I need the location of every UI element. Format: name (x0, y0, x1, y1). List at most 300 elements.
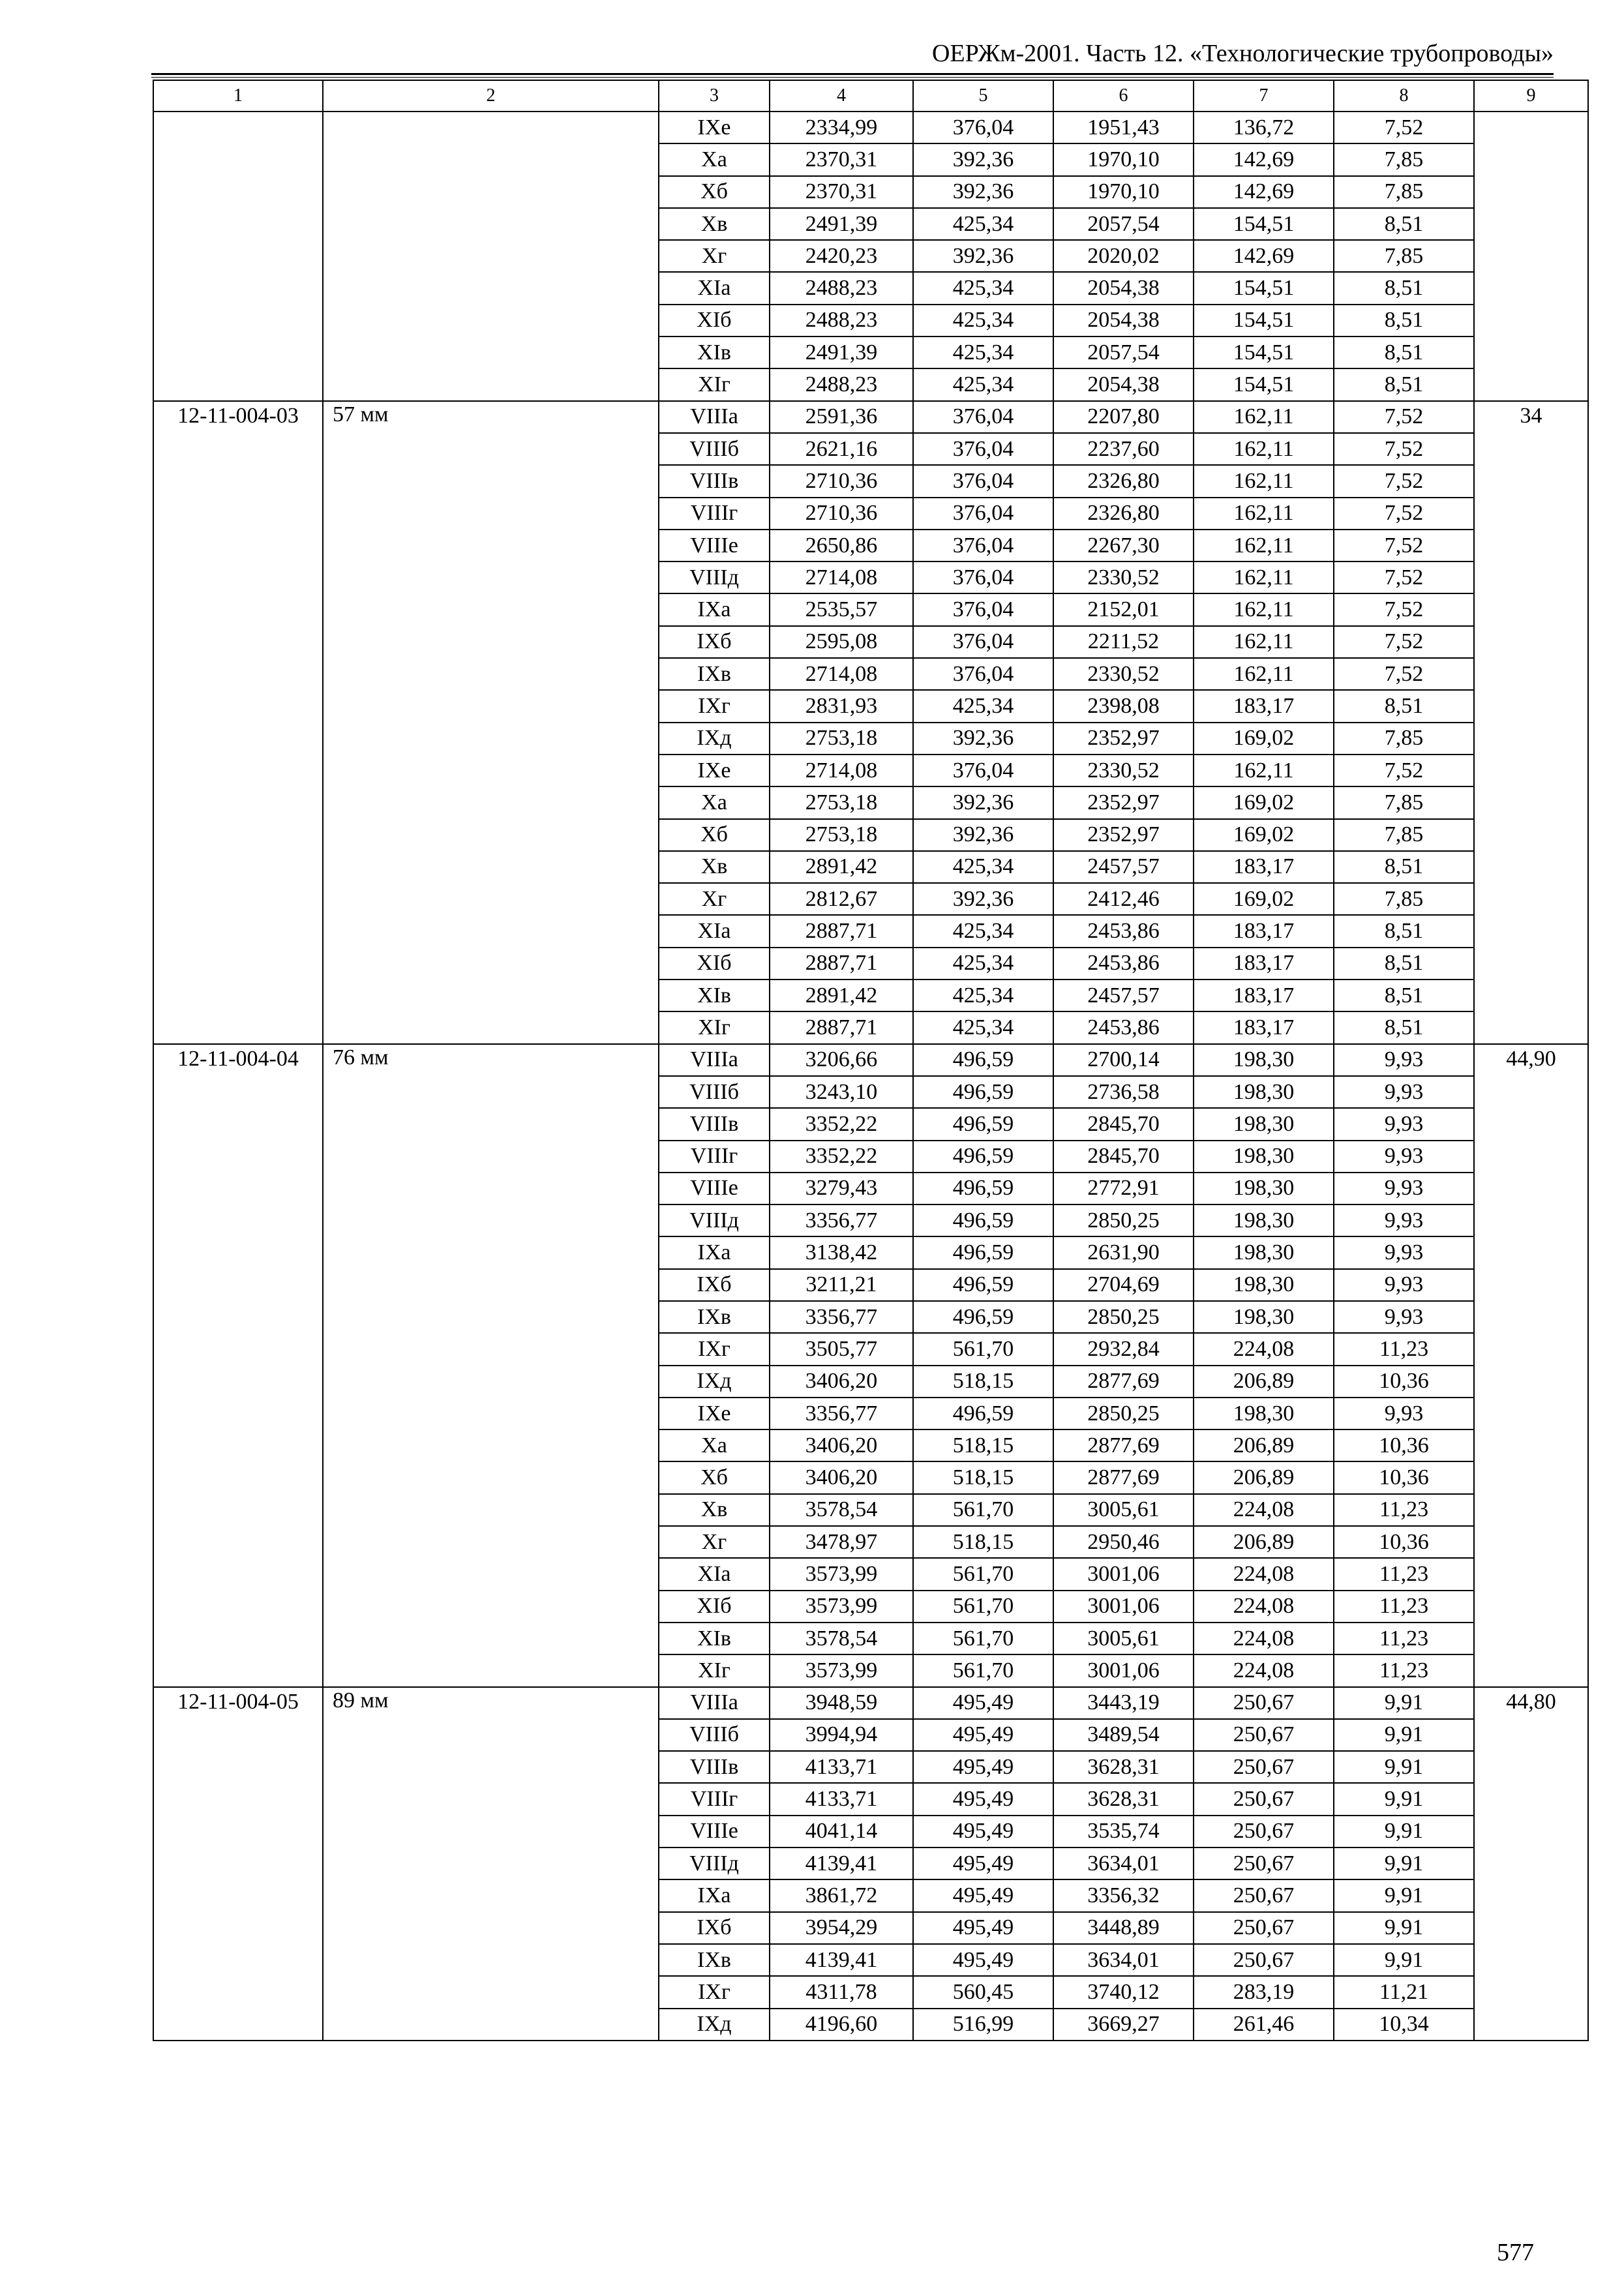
value-cell: 11,23 (1334, 1623, 1474, 1654)
table-body (153, 80, 1588, 2041)
value-cell: 3443,19 (1053, 1687, 1194, 1719)
column-header: 1 (153, 80, 323, 112)
region-zone-cell: Xб (659, 176, 770, 208)
region-zone-cell: VIIIд (659, 561, 770, 593)
value-cell: 2453,86 (1053, 915, 1194, 947)
value-cell: 9,93 (1334, 1236, 1474, 1268)
value-cell: 250,67 (1194, 1751, 1334, 1783)
value-cell: 3669,27 (1053, 2009, 1194, 2041)
column-header: 8 (1334, 80, 1474, 112)
value-cell: 2710,36 (770, 465, 913, 497)
value-cell: 2211,52 (1053, 626, 1194, 658)
value-cell: 3279,43 (770, 1173, 913, 1204)
value-cell: 376,04 (913, 433, 1053, 465)
value-cell: 2714,08 (770, 561, 913, 593)
value-cell: 561,70 (913, 1654, 1053, 1686)
value-cell: 2352,97 (1053, 723, 1194, 755)
region-zone-cell: XIг (659, 368, 770, 400)
value-cell: 1951,43 (1053, 112, 1194, 143)
value-cell: 8,51 (1334, 272, 1474, 304)
value-cell: 11,23 (1334, 1558, 1474, 1590)
value-cell: 11,21 (1334, 1976, 1474, 2008)
value-cell: 495,49 (913, 1816, 1053, 1848)
value-cell: 425,34 (913, 851, 1053, 883)
value-cell: 3948,59 (770, 1687, 913, 1719)
region-zone-cell: VIIIг (659, 1141, 770, 1173)
col9-cell: 44,90 (1474, 1044, 1588, 1687)
value-cell: 154,51 (1194, 305, 1334, 337)
value-cell: 2736,58 (1053, 1076, 1194, 1108)
col9-cell (1474, 112, 1588, 401)
value-cell: 518,15 (913, 1461, 1053, 1493)
value-cell: 142,69 (1194, 143, 1334, 175)
value-cell: 206,89 (1194, 1429, 1334, 1461)
value-cell: 2488,23 (770, 368, 913, 400)
rate-code-cell: 12-11-004-03 (153, 401, 323, 1044)
region-zone-cell: XIв (659, 1623, 770, 1654)
value-cell: 10,36 (1334, 1366, 1474, 1398)
value-cell: 3406,20 (770, 1429, 913, 1461)
value-cell: 2891,42 (770, 851, 913, 883)
value-cell: 2710,36 (770, 498, 913, 530)
value-cell: 2887,71 (770, 948, 913, 980)
value-cell: 198,30 (1194, 1236, 1334, 1268)
value-cell: 2887,71 (770, 915, 913, 947)
value-cell: 425,34 (913, 368, 1053, 400)
value-cell: 3005,61 (1053, 1623, 1194, 1654)
value-cell: 425,34 (913, 915, 1053, 947)
value-cell: 425,34 (913, 272, 1053, 304)
value-cell: 183,17 (1194, 690, 1334, 722)
value-cell: 2631,90 (1053, 1236, 1194, 1268)
region-zone-cell: XIа (659, 1558, 770, 1590)
value-cell: 3406,20 (770, 1461, 913, 1493)
value-cell: 2412,46 (1053, 883, 1194, 915)
column-header: 9 (1474, 80, 1588, 112)
value-cell: 2772,91 (1053, 1173, 1194, 1204)
value-cell: 7,52 (1334, 626, 1474, 658)
column-header: 6 (1053, 80, 1194, 112)
value-cell: 4133,71 (770, 1751, 913, 1783)
value-cell: 496,59 (913, 1269, 1053, 1301)
value-cell: 376,04 (913, 658, 1053, 690)
value-cell: 2334,99 (770, 112, 913, 143)
region-zone-cell: Xв (659, 1494, 770, 1526)
value-cell: 2207,80 (1053, 401, 1194, 433)
value-cell: 3406,20 (770, 1366, 913, 1398)
value-cell: 2370,31 (770, 143, 913, 175)
value-cell: 376,04 (913, 755, 1053, 786)
value-cell: 3994,94 (770, 1719, 913, 1751)
value-cell: 2488,23 (770, 272, 913, 304)
region-zone-cell: Xа (659, 143, 770, 175)
region-zone-cell: Xг (659, 240, 770, 272)
value-cell: 561,70 (913, 1333, 1053, 1365)
region-zone-cell: IXв (659, 658, 770, 690)
value-cell: 183,17 (1194, 851, 1334, 883)
rate-code-cell (153, 112, 323, 401)
value-cell: 3861,72 (770, 1879, 913, 1911)
running-header: ОЕРЖм-2001. Часть 12. «Технологические трубопроводы» (931, 40, 1554, 67)
value-cell: 425,34 (913, 305, 1053, 337)
value-cell: 162,11 (1194, 658, 1334, 690)
value-cell: 142,69 (1194, 240, 1334, 272)
table-row (153, 401, 1588, 433)
value-cell: 2326,80 (1053, 465, 1194, 497)
diameter-cell: 89 мм (323, 1687, 659, 2041)
value-cell: 250,67 (1194, 1879, 1334, 1911)
value-cell: 198,30 (1194, 1173, 1334, 1204)
column-number-row (153, 80, 1588, 112)
value-cell: 2850,25 (1053, 1301, 1194, 1333)
region-zone-cell: IXг (659, 1976, 770, 2008)
value-cell: 11,23 (1334, 1333, 1474, 1365)
value-cell: 7,52 (1334, 593, 1474, 625)
region-zone-cell: XIб (659, 948, 770, 980)
value-cell: 198,30 (1194, 1044, 1334, 1076)
value-cell: 425,34 (913, 337, 1053, 368)
value-cell: 2237,60 (1053, 433, 1194, 465)
value-cell: 9,93 (1334, 1044, 1474, 1076)
value-cell: 261,46 (1194, 2009, 1334, 2041)
region-zone-cell: IXд (659, 723, 770, 755)
table-row (153, 1044, 1588, 1076)
value-cell: 7,52 (1334, 561, 1474, 593)
value-cell: 2753,18 (770, 786, 913, 818)
value-cell: 2054,38 (1053, 368, 1194, 400)
region-zone-cell: VIIIг (659, 1783, 770, 1815)
value-cell: 224,08 (1194, 1654, 1334, 1686)
column-header: 5 (913, 80, 1053, 112)
value-cell: 169,02 (1194, 723, 1334, 755)
value-cell: 2535,57 (770, 593, 913, 625)
value-cell: 2352,97 (1053, 786, 1194, 818)
value-cell: 376,04 (913, 626, 1053, 658)
value-cell: 8,51 (1334, 337, 1474, 368)
value-cell: 11,23 (1334, 1591, 1474, 1623)
value-cell: 3211,21 (770, 1269, 913, 1301)
value-cell: 376,04 (913, 401, 1053, 433)
region-zone-cell: XIг (659, 1654, 770, 1686)
value-cell: 496,59 (913, 1044, 1053, 1076)
value-cell: 425,34 (913, 948, 1053, 980)
region-zone-cell: VIIIе (659, 530, 770, 561)
region-zone-cell: Xб (659, 1461, 770, 1493)
value-cell: 496,59 (913, 1398, 1053, 1429)
region-zone-cell: XIа (659, 272, 770, 304)
value-cell: 3352,22 (770, 1108, 913, 1140)
value-cell: 2950,46 (1053, 1526, 1194, 1558)
value-cell: 3448,89 (1053, 1912, 1194, 1944)
value-cell: 2932,84 (1053, 1333, 1194, 1365)
value-cell: 2326,80 (1053, 498, 1194, 530)
value-cell: 7,85 (1334, 819, 1474, 851)
value-cell: 4139,41 (770, 1848, 913, 1879)
value-cell: 2812,67 (770, 883, 913, 915)
value-cell: 283,19 (1194, 1976, 1334, 2008)
value-cell: 3628,31 (1053, 1783, 1194, 1815)
value-cell: 198,30 (1194, 1076, 1334, 1108)
value-cell: 9,93 (1334, 1173, 1474, 1204)
value-cell: 2457,57 (1053, 980, 1194, 1011)
header-rule (151, 73, 1554, 75)
value-cell: 2877,69 (1053, 1366, 1194, 1398)
value-cell: 496,59 (913, 1141, 1053, 1173)
value-cell: 3352,22 (770, 1141, 913, 1173)
region-zone-cell: XIа (659, 915, 770, 947)
value-cell: 183,17 (1194, 915, 1334, 947)
value-cell: 250,67 (1194, 1848, 1334, 1879)
value-cell: 2457,57 (1053, 851, 1194, 883)
value-cell: 154,51 (1194, 337, 1334, 368)
value-cell: 4311,78 (770, 1976, 913, 2008)
value-cell: 376,04 (913, 112, 1053, 143)
value-cell: 206,89 (1194, 1366, 1334, 1398)
table-row (153, 1687, 1588, 1719)
value-cell: 8,51 (1334, 1011, 1474, 1043)
value-cell: 2877,69 (1053, 1461, 1194, 1493)
region-zone-cell: Xв (659, 851, 770, 883)
value-cell: 3628,31 (1053, 1751, 1194, 1783)
col9-cell: 44,80 (1474, 1687, 1588, 2041)
value-cell: 3001,06 (1053, 1654, 1194, 1686)
value-cell: 198,30 (1194, 1108, 1334, 1140)
value-cell: 198,30 (1194, 1301, 1334, 1333)
region-zone-cell: IXг (659, 1333, 770, 1365)
value-cell: 7,52 (1334, 755, 1474, 786)
region-zone-cell: VIIIд (659, 1848, 770, 1879)
value-cell: 3954,29 (770, 1912, 913, 1944)
value-cell: 8,51 (1334, 948, 1474, 980)
value-cell: 560,45 (913, 1976, 1053, 2008)
region-zone-cell: IXг (659, 690, 770, 722)
value-cell: 11,23 (1334, 1494, 1474, 1526)
value-cell: 162,11 (1194, 561, 1334, 593)
col9-cell: 34 (1474, 401, 1588, 1044)
value-cell: 425,34 (913, 208, 1053, 240)
value-cell: 2700,14 (1053, 1044, 1194, 1076)
value-cell: 9,93 (1334, 1301, 1474, 1333)
value-cell: 7,85 (1334, 176, 1474, 208)
value-cell: 154,51 (1194, 208, 1334, 240)
value-cell: 392,36 (913, 143, 1053, 175)
value-cell: 376,04 (913, 465, 1053, 497)
value-cell: 3634,01 (1053, 1848, 1194, 1879)
value-cell: 495,49 (913, 1719, 1053, 1751)
value-cell: 2491,39 (770, 337, 913, 368)
region-zone-cell: VIIIв (659, 465, 770, 497)
value-cell: 376,04 (913, 498, 1053, 530)
value-cell: 250,67 (1194, 1912, 1334, 1944)
value-cell: 4139,41 (770, 1944, 913, 1976)
value-cell: 9,93 (1334, 1108, 1474, 1140)
value-cell: 183,17 (1194, 1011, 1334, 1043)
region-zone-cell: VIIIб (659, 1719, 770, 1751)
region-zone-cell: IXд (659, 2009, 770, 2041)
value-cell: 2850,25 (1053, 1398, 1194, 1429)
value-cell: 495,49 (913, 1944, 1053, 1976)
value-cell: 9,91 (1334, 1944, 1474, 1976)
value-cell: 2020,02 (1053, 240, 1194, 272)
value-cell: 3356,32 (1053, 1879, 1194, 1911)
value-cell: 7,52 (1334, 530, 1474, 561)
value-cell: 392,36 (913, 786, 1053, 818)
value-cell: 3356,77 (770, 1398, 913, 1429)
value-cell: 425,34 (913, 690, 1053, 722)
value-cell: 7,85 (1334, 240, 1474, 272)
value-cell: 2453,86 (1053, 948, 1194, 980)
value-cell: 2491,39 (770, 208, 913, 240)
rate-code-cell: 12-11-004-05 (153, 1687, 323, 2041)
region-zone-cell: IXб (659, 626, 770, 658)
value-cell: 2330,52 (1053, 561, 1194, 593)
value-cell: 376,04 (913, 561, 1053, 593)
value-cell: 1970,10 (1053, 143, 1194, 175)
value-cell: 2891,42 (770, 980, 913, 1011)
value-cell: 2420,23 (770, 240, 913, 272)
value-cell: 9,93 (1334, 1141, 1474, 1173)
value-cell: 516,99 (913, 2009, 1053, 2041)
region-zone-cell: Xа (659, 1429, 770, 1461)
region-zone-cell: VIIIб (659, 1076, 770, 1108)
value-cell: 10,36 (1334, 1429, 1474, 1461)
value-cell: 3573,99 (770, 1654, 913, 1686)
value-cell: 250,67 (1194, 1783, 1334, 1815)
region-zone-cell: VIIIв (659, 1108, 770, 1140)
value-cell: 9,91 (1334, 1816, 1474, 1848)
value-cell: 3573,99 (770, 1558, 913, 1590)
diameter-cell: 76 мм (323, 1044, 659, 1687)
value-cell: 8,51 (1334, 305, 1474, 337)
region-zone-cell: IXд (659, 1366, 770, 1398)
value-cell: 496,59 (913, 1108, 1053, 1140)
value-cell: 3489,54 (1053, 1719, 1194, 1751)
value-cell: 2714,08 (770, 755, 913, 786)
value-cell: 8,51 (1334, 851, 1474, 883)
value-cell: 9,93 (1334, 1269, 1474, 1301)
value-cell: 10,36 (1334, 1461, 1474, 1493)
value-cell: 9,91 (1334, 1687, 1474, 1719)
value-cell: 7,52 (1334, 433, 1474, 465)
value-cell: 2845,70 (1053, 1108, 1194, 1140)
value-cell: 425,34 (913, 980, 1053, 1011)
value-cell: 198,30 (1194, 1398, 1334, 1429)
value-cell: 3243,10 (770, 1076, 913, 1108)
region-zone-cell: XIг (659, 1011, 770, 1043)
value-cell: 3001,06 (1053, 1558, 1194, 1590)
value-cell: 169,02 (1194, 883, 1334, 915)
value-cell: 4196,60 (770, 2009, 913, 2041)
value-cell: 9,91 (1334, 1751, 1474, 1783)
value-cell: 2398,08 (1053, 690, 1194, 722)
header-rule-thin (151, 77, 1554, 78)
value-cell: 154,51 (1194, 272, 1334, 304)
column-header: 7 (1194, 80, 1334, 112)
value-cell: 7,52 (1334, 465, 1474, 497)
value-cell: 496,59 (913, 1301, 1053, 1333)
region-zone-cell: IXв (659, 1944, 770, 1976)
region-zone-cell: IXа (659, 593, 770, 625)
value-cell: 496,59 (913, 1236, 1053, 1268)
region-zone-cell: IXб (659, 1269, 770, 1301)
value-cell: 3005,61 (1053, 1494, 1194, 1526)
value-cell: 162,11 (1194, 498, 1334, 530)
value-cell: 3634,01 (1053, 1944, 1194, 1976)
value-cell: 4133,71 (770, 1783, 913, 1815)
value-cell: 2330,52 (1053, 658, 1194, 690)
value-cell: 518,15 (913, 1429, 1053, 1461)
value-cell: 7,85 (1334, 883, 1474, 915)
value-cell: 561,70 (913, 1591, 1053, 1623)
region-zone-cell: VIIIе (659, 1816, 770, 1848)
region-zone-cell: Xа (659, 786, 770, 818)
value-cell: 8,51 (1334, 915, 1474, 947)
page-number: 577 (1497, 2239, 1534, 2266)
value-cell: 2831,93 (770, 690, 913, 722)
value-cell: 9,93 (1334, 1076, 1474, 1108)
value-cell: 561,70 (913, 1494, 1053, 1526)
rate-code-cell: 12-11-004-04 (153, 1044, 323, 1687)
value-cell: 3740,12 (1053, 1976, 1194, 2008)
value-cell: 3356,77 (770, 1301, 913, 1333)
region-zone-cell: IXа (659, 1236, 770, 1268)
value-cell: 7,85 (1334, 786, 1474, 818)
value-cell: 3578,54 (770, 1623, 913, 1654)
value-cell: 162,11 (1194, 465, 1334, 497)
region-zone-cell: VIIIд (659, 1204, 770, 1236)
value-cell: 154,51 (1194, 368, 1334, 400)
value-cell: 162,11 (1194, 401, 1334, 433)
region-zone-cell: VIIIа (659, 401, 770, 433)
value-cell: 250,67 (1194, 1719, 1334, 1751)
value-cell: 392,36 (913, 240, 1053, 272)
value-cell: 3478,97 (770, 1526, 913, 1558)
column-header: 2 (323, 80, 659, 112)
column-header: 4 (770, 80, 913, 112)
region-zone-cell: Xг (659, 883, 770, 915)
table-row (153, 112, 1588, 143)
value-cell: 162,11 (1194, 530, 1334, 561)
value-cell: 376,04 (913, 593, 1053, 625)
value-cell: 2704,69 (1053, 1269, 1194, 1301)
value-cell: 198,30 (1194, 1269, 1334, 1301)
value-cell: 9,93 (1334, 1204, 1474, 1236)
value-cell: 250,67 (1194, 1816, 1334, 1848)
value-cell: 3001,06 (1053, 1591, 1194, 1623)
value-cell: 2845,70 (1053, 1141, 1194, 1173)
region-zone-cell: VIIIб (659, 433, 770, 465)
region-zone-cell: IXе (659, 112, 770, 143)
value-cell: 495,49 (913, 1783, 1053, 1815)
value-cell: 2488,23 (770, 305, 913, 337)
value-cell: 8,51 (1334, 980, 1474, 1011)
value-cell: 7,52 (1334, 498, 1474, 530)
value-cell: 2352,97 (1053, 819, 1194, 851)
value-cell: 518,15 (913, 1366, 1053, 1398)
value-cell: 2453,86 (1053, 1011, 1194, 1043)
region-zone-cell: XIв (659, 980, 770, 1011)
value-cell: 9,93 (1334, 1398, 1474, 1429)
value-cell: 518,15 (913, 1526, 1053, 1558)
value-cell: 224,08 (1194, 1333, 1334, 1365)
value-cell: 392,36 (913, 176, 1053, 208)
value-cell: 495,49 (913, 1848, 1053, 1879)
value-cell: 561,70 (913, 1558, 1053, 1590)
value-cell: 2850,25 (1053, 1204, 1194, 1236)
value-cell: 496,59 (913, 1204, 1053, 1236)
value-cell: 2057,54 (1053, 337, 1194, 368)
value-cell: 9,91 (1334, 1879, 1474, 1911)
